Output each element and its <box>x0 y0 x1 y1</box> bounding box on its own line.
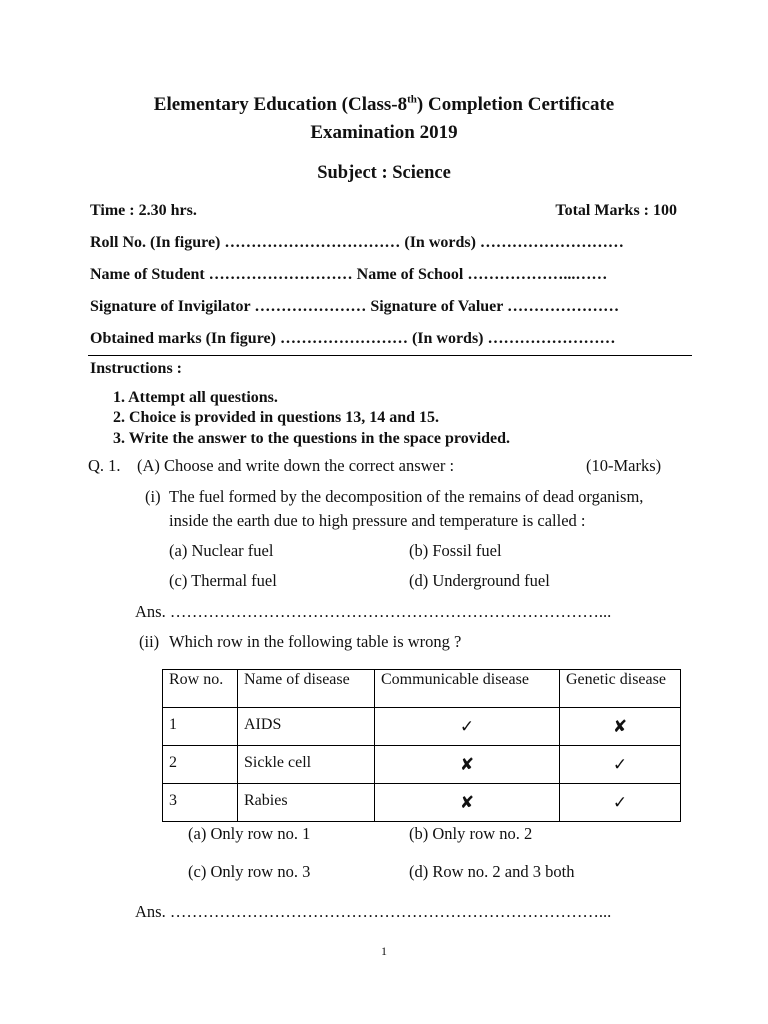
table-header-cell: Name of disease <box>238 670 375 708</box>
check-icon: ✓ <box>560 746 681 784</box>
page-number: 1 <box>381 944 387 958</box>
cross-icon: ✘ <box>375 746 560 784</box>
divider-rule <box>88 355 692 356</box>
question-number: Q. 1. <box>88 456 121 475</box>
option-b: (b) Only row no. 2 <box>409 824 533 843</box>
table-row <box>163 784 681 822</box>
instructions-heading: Instructions : <box>90 360 183 377</box>
option-c: (c) Thermal fuel <box>169 571 277 590</box>
subject-heading: Subject : Science <box>317 163 451 183</box>
subquestion-i-text: The fuel formed by the decomposition of the remains of dead organism, <box>169 487 644 506</box>
total-marks-label: Total Marks : 100 <box>555 202 677 219</box>
option-d: (d) Underground fuel <box>409 571 550 590</box>
exam-title-line1 <box>0 94 768 116</box>
instruction-item: 3. Write the answer to the questions in the space provided. <box>113 430 511 447</box>
title-superscript: th <box>407 93 417 106</box>
answer-line: Ans. ……………………………………………………………………... <box>135 602 612 621</box>
table-cell: AIDS <box>238 708 375 746</box>
table-cell: Rabies <box>238 784 375 822</box>
table-cell: Sickle cell <box>238 746 375 784</box>
instruction-item: 1. Attempt all questions. <box>113 389 278 406</box>
option-d: (d) Row no. 2 and 3 both <box>409 862 575 881</box>
disease-table <box>162 669 681 822</box>
table-cell: 2 <box>163 746 238 784</box>
subquestion-number-ii: (ii) <box>139 632 160 651</box>
roll-number-line: Roll No. (In figure) …………………………… (In words) ……………………… <box>90 234 624 251</box>
cross-icon: ✘ <box>375 784 560 822</box>
table-row <box>163 746 681 784</box>
option-a: (a) Nuclear fuel <box>169 541 274 560</box>
student-name-line: Name of Student ……………………… Name of School ………………...…… <box>90 266 608 283</box>
option-a: (a) Only row no. 1 <box>188 824 311 843</box>
table-header-cell: Genetic disease <box>560 670 681 708</box>
exam-title-line2: Examination 2019 <box>310 122 458 143</box>
table-header-row <box>163 670 681 708</box>
check-icon: ✓ <box>375 708 560 746</box>
answer-line: Ans. ……………………………………………………………………... <box>135 902 612 921</box>
signature-line: Signature of Invigilator ………………… Signature of Valuer ………………… <box>90 298 620 315</box>
instruction-item: 2. Choice is provided in questions 13, 14 and 15. <box>113 409 439 426</box>
table-cell: 1 <box>163 708 238 746</box>
table-cell: 3 <box>163 784 238 822</box>
option-b: (b) Fossil fuel <box>409 541 502 560</box>
question-part-a: (A) Choose and write down the correct answer : <box>137 456 455 475</box>
subquestion-number-i: (i) <box>145 487 161 506</box>
question-marks: (10-Marks) <box>586 456 662 475</box>
obtained-marks-line: Obtained marks (In figure) …………………… (In words) …………………… <box>90 330 616 347</box>
check-icon: ✓ <box>560 784 681 822</box>
subquestion-ii-text: Which row in the following table is wrong ? <box>169 632 462 651</box>
option-c: (c) Only row no. 3 <box>188 862 311 881</box>
cross-icon: ✘ <box>560 708 681 746</box>
table-row <box>163 708 681 746</box>
title-part2: ) Completion Certificate <box>416 94 615 115</box>
table-header-cell: Communicable disease <box>375 670 560 708</box>
table-header-cell: Row no. <box>163 670 238 708</box>
time-label: Time : 2.30 hrs. <box>90 202 197 219</box>
title-part1: Elementary Education (Class-8 <box>153 94 408 115</box>
subquestion-i-text: inside the earth due to high pressure and temperature is called : <box>169 511 586 530</box>
